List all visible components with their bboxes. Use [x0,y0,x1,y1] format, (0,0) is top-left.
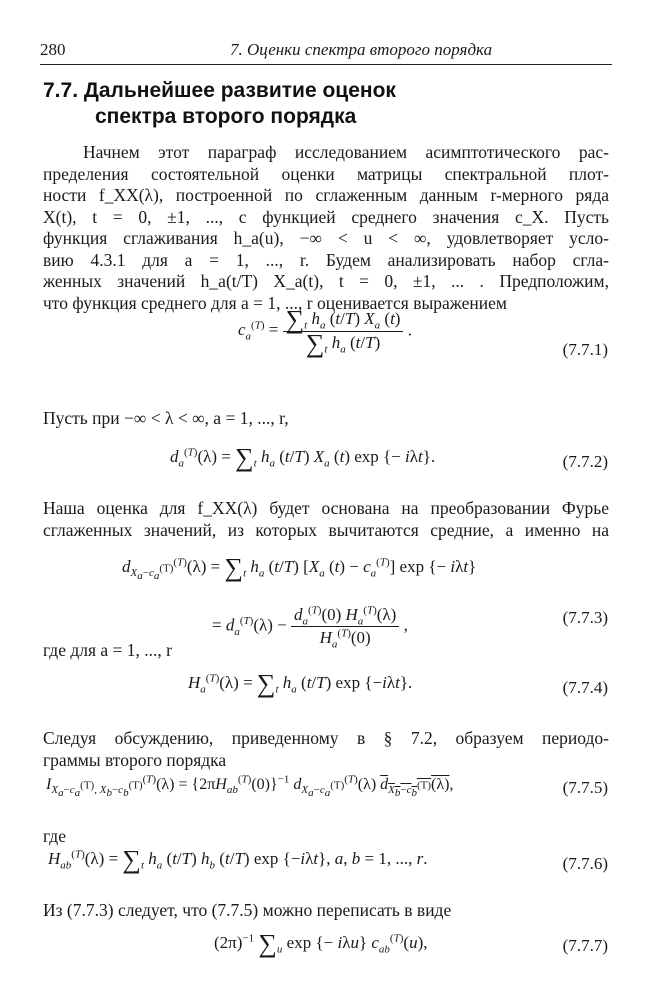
paragraph-periodograms [43,728,609,771]
paragraph-rewrite [43,900,609,922]
section-number: 7.7. [43,79,79,102]
section-title-line-1: Дальнейшее развитие оценок [83,79,396,102]
text-line: ности f_XX(λ), построенной по сглаженным данным r-мерного ряда [43,185,609,205]
equation-7-7-4: $H_a^{(T)}(\lambda) = \sum_t$ $h_a$ (t/T) exp {−iλt}. [188,669,413,698]
text-line: X(t), t = 0, ±1, ..., с функцией среднего значения c_X. Пусть [43,206,609,227]
equation-number: (7.7.5) [562,778,608,797]
equation-number: (7.7.6) [562,854,608,873]
text-line: Наша оценка для f_XX(λ) будет основана на преобразовании Фурье [43,498,609,518]
paragraph-estimate [43,498,609,541]
text-line: пределения состоятельной оценки матрицы спектральной плот- [43,163,609,184]
equation-number: (7.7.2) [562,452,608,471]
equation-number: (7.7.4) [562,678,608,697]
text-line: Следуя обсуждению, приведенному в § 7.2, образуем периодо- [43,728,609,748]
equation-number: (7.7.7) [562,936,608,955]
text-line: Начнем этот параграф исследованием асимптотического рас- [83,142,609,162]
equation-number: (7.7.1) [562,340,608,359]
where-clause: где [43,826,66,846]
section-heading [43,78,603,130]
text-line: женных значений h_a(t/T) X_a(t), t = 0, ±1, ... . Предположим, [43,271,609,291]
equation-7-7-3-line-2: = $d_a^{(T)}(\lambda)$ − $\frac{d_a^{(T)}(0) H_a^{(T)}(\lambda)}{H_a^{(T)}(0)}$ , [212,604,408,651]
text-line: граммы второго порядка [43,749,227,770]
equation-7-7-3-line-1: $d_{X_a-c_a^{(T)}}^{(T)}(\lambda) = \sum_t$ $h_a$ (t/T) [$X_a$ $(t) - c_a^{(T)}$] exp {− iλt} [122,553,477,583]
equation-7-7-1: $c_a^{(T)}$ = $\frac{\sum_t h_a (t/T) X_a (t)}{\sum_t h_a (t/T)}$ . [238,305,412,358]
equation-7-7-6: $H_{ab}^{(T)}(\lambda) = \sum_t$ $h_a$ (t/T) $h_b$ (t/T) exp {−iλt}, a, b = 1, ..., r. [48,845,428,874]
paragraph-intro [43,142,609,314]
running-title: 7. Оценки спектра второго порядка [230,40,493,59]
equation-7-7-5: $I_{X_a-c_a^{(T)}, X_b-c_b^{(T)}}^{(T)}(\lambda) = \{2\pi H_{ab}^{(T)}(0)\}^{-1}$ $d_{X_a-c_a^{(T)}}^{(T)}(\lambda)$ $d_{X_b-c_b^{(T)}}(\lambda)$, [46,773,454,800]
page-number: 280 [40,40,66,59]
equation-7-7-2: $d_a^{(T)}(\lambda) = \sum_t$ $h_a$ (t/T) $X_a$ (t) exp {− iλt}. [170,443,436,472]
paragraph-let [43,408,609,430]
text-line: что функция среднего для a = 1, ..., r оценивается выражением [43,292,507,313]
text-line: Пусть при −∞ < λ < ∞, a = 1, ..., r, [43,408,289,428]
section-title-line-2: спектра второго порядка [95,105,357,128]
text-line: вию 4.3.1 для a = 1, ..., r. Будем анализировать набор сгла- [43,249,609,270]
header-rule [40,64,612,65]
where-clause: где для a = 1, ..., r [43,640,173,660]
running-header [40,40,612,64]
text-line: Из (7.7.3) следует, что (7.7.5) можно переписать в виде [43,900,452,920]
text-line: функция сглаживания h_a(u), −∞ < u < ∞, удовлетворяет усло- [43,228,609,248]
equation-7-7-7: $(2\pi)^{-1}$ $\sum_u$ exp {− iλu} $c_{ab}^{(T)}(u)$, [214,929,428,958]
equation-number: (7.7.3) [562,608,608,627]
text-line: сглаженных значений, из которых вычитаются средние, а именно на [43,519,609,540]
